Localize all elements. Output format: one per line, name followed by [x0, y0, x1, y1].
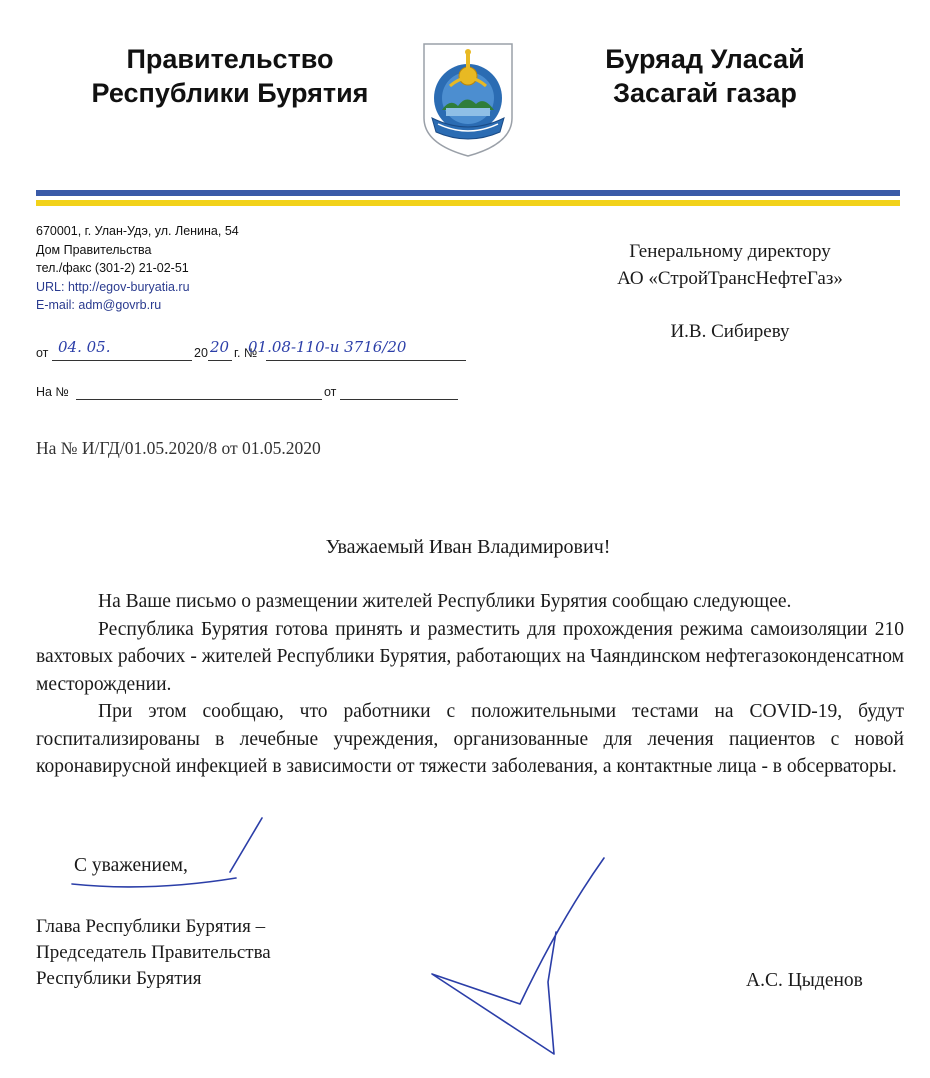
- sender-block: [36, 222, 336, 315]
- outgoing-year-handwritten: 20: [210, 338, 230, 356]
- outgoing-year-suffix: г. №: [234, 346, 258, 360]
- signatory-title-line1: Глава Республики Бурятия –: [36, 916, 266, 937]
- header-right-line1: Буряад Уласай: [605, 44, 805, 74]
- reply-from-underline: [340, 399, 458, 400]
- header-right-title: [550, 42, 860, 110]
- outgoing-date-handwritten: 04. 05.: [58, 338, 111, 356]
- salutation: Уважаемый Иван Владимирович!: [325, 536, 611, 558]
- reply-line: [36, 383, 476, 405]
- reply-number-label: На №: [36, 385, 69, 399]
- signature-main-stroke: [432, 858, 604, 1054]
- outgoing-year-prefix: 20: [194, 346, 208, 360]
- outgoing-number-underline: [266, 360, 466, 361]
- signatory-title-line3: Республики Бурятия: [36, 968, 202, 989]
- sender-building: Дом Правительства: [36, 242, 152, 257]
- recipient-name: И.В. Сибиреву: [670, 321, 790, 342]
- emblem-shield-icon: [420, 40, 516, 158]
- body-paragraph: Республика Бурятия готова принять и разместить для прохождения режима самоизоляции 210 вахтовых рабочих - жителей Республики Бурятия, работающих на Чаяндинском нефтегазоконденсатном месторождении.: [36, 618, 904, 695]
- sender-phone: тел./факс (301-2) 21-02-51: [36, 261, 189, 275]
- closing-underline-stroke: [72, 878, 236, 887]
- body-paragraph: При этом сообщаю, что работники с положительными тестами на COVID-19, будут госпитализированы в лечебные учреждения, организованные для лечения пациентов с новой коронавирусной инфекцией в зависимости от тяжести заболевания, а контактные лица - в обсерваторы.: [36, 701, 904, 777]
- header-left-line2: Республики Бурятия: [91, 78, 369, 108]
- reply-from-label: от: [324, 385, 337, 399]
- recipient-company: АО «СтройТрансНефтеГаз»: [617, 268, 843, 289]
- reply-number-underline: [76, 399, 322, 400]
- letter-body: [36, 588, 904, 781]
- sender-address: 670001, г. Улан-Удэ, ул. Ленина, 54: [36, 224, 239, 238]
- outgoing-year-underline: [208, 360, 232, 361]
- signatory-title: [36, 914, 271, 992]
- outgoing-from-label: от: [36, 346, 49, 360]
- closing: С уважением,: [74, 855, 188, 876]
- coat-of-arms-emblem: [420, 40, 516, 158]
- signature-tick-stroke: [230, 818, 262, 872]
- header-left-line1: Правительство: [126, 44, 334, 74]
- signatory-name: А.С. Цыденов: [746, 970, 863, 991]
- recipient-block: [560, 238, 900, 345]
- sender-url: URL: http://egov-buryatia.ru: [36, 279, 190, 294]
- outgoing-date-underline: [52, 360, 192, 361]
- header-right-line2: Засагай газар: [613, 78, 797, 108]
- outgoing-line: [36, 338, 476, 364]
- recipient-title: Генеральному директору: [629, 241, 831, 262]
- body-paragraph: На Ваше письмо о размещении жителей Республики Бурятия сообщаю следующее.: [98, 591, 792, 612]
- sender-email: E-mail: adm@govrb.ru: [36, 298, 162, 312]
- header-left-title: [60, 42, 400, 110]
- outgoing-number-handwritten: 01.08-110-и 3716/20: [248, 338, 407, 356]
- signatory-title-line2: Председатель Правительства: [36, 942, 271, 963]
- reference-line: На № И/ГД/01.05.2020/8 от 01.05.2020: [36, 438, 321, 458]
- header-stripe-yellow: [36, 200, 900, 206]
